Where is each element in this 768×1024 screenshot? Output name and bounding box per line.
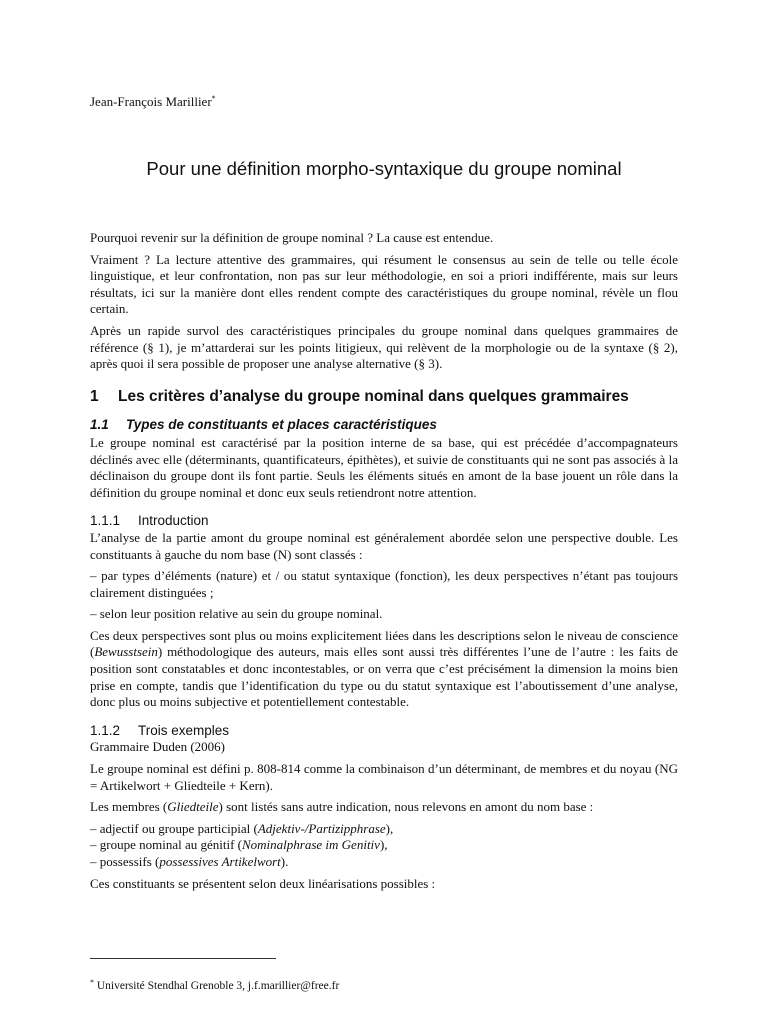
author-note-mark[interactable]: * (211, 94, 216, 103)
section-1-1-1-heading (90, 513, 678, 530)
section-1-1-2-paragraph-1: Le groupe nominal est défini p. 808-814 comme la combinaison d’un déterminant, de membres et du noyau (NG = Artikelwort + Gliedteile + Kern). (90, 761, 678, 793)
footnote-mark: * (90, 978, 94, 987)
section-number: 1.1 (90, 417, 109, 433)
section-1-1-heading (90, 417, 678, 434)
italic-term: Bewusstsein (94, 644, 158, 660)
text-run: ), (379, 837, 388, 853)
list-item (90, 821, 678, 838)
list-item: – par types d’éléments (nature) et / ou statut syntaxique (fonction), les deux perspectives n’étant pas toujours clairement distinguées ; (90, 568, 678, 600)
italic-term: possessives Artikelwort (159, 854, 281, 869)
footnote-divider (90, 958, 276, 959)
section-1-1-paragraph: Le groupe nominal est caractérisé par la position interne de sa base, qui est précédée d’accompagnateurs déclinés avec elle (déterminants, quantificateurs, épithètes), et suivie de constituants qui ne sont pas associés à la déclinaison du groupe dont ils font partie. Seuls les éléments situés en amont de la base jouent un rôle dans la définition du groupe nominal et donc eux seuls retiendront notre attention. (90, 434, 678, 500)
list-item: – selon leur position relative au sein du groupe nominal. (90, 606, 383, 622)
section-number: 1 (90, 387, 99, 405)
section-title: Types de constituants et places caractéristiques (126, 417, 437, 433)
section-number: 1.1.2 (90, 722, 121, 738)
section-1-heading (90, 389, 678, 406)
text-run: ) méthodologique des auteurs, mais elles sont aussi très différentes l’une de l’autre : les faits de position sont constatables et donc incontestables, or on verra que c’est précisément la dimension la moins bien prise en compte, tandis que l’identification du type ou du statut syntaxique est l’aboutissement d’une analyse, donc plus ou moins subjective et potentiellement contestable. (90, 644, 678, 710)
text-run: Ces deux perspectives sont plus ou moins explicitement liées dans les descriptions selon le niveau de conscience ( (90, 627, 678, 660)
section-title: Introduction (138, 513, 209, 529)
source-line: Grammaire Duden (2006) (90, 739, 226, 755)
author-line (90, 94, 216, 110)
list-item (90, 837, 678, 854)
intro-paragraph-1: Pourquoi revenir sur la définition de groupe nominal ? La cause est entendue. (90, 230, 494, 245)
section-1-1-1-paragraph-1: L’analyse de la partie amont du groupe nominal est généralement abordée selon une perspective double. Les constituants à gauche du nom base (N) sont classés : (90, 529, 678, 562)
intro-paragraph-3: Après un rapide survol des caractéristiques principales du groupe nominal dans quelques grammaires de référence (§ 1), je m’attarderai sur les points litigieux, qui relèvent de la morphologie ou de la syntaxe (§ 2), après quoi il sera possible de proposer une analyse alternative (§ 3). (90, 322, 678, 372)
section-1-1-1-paragraph-2 (90, 628, 678, 711)
footnote-text: Université Stendhal Grenoble 3, j.f.marillier@free.fr (96, 980, 340, 992)
section-title: Trois exemples (138, 722, 230, 738)
body-text (90, 230, 678, 897)
list-item (90, 854, 678, 871)
intro-paragraph-2: Vraiment ? La lecture attentive des grammaires, qui résument le consensus au sein de telle ou telle école linguistique, et leur confrontation, non pas sur leur méthodologie, en soi a priori indifférente, mais sur leurs résultats, ici sur la manière dont elles rendent compte des caractéristiques du groupe nominal, révèle un flou certain. (90, 251, 678, 317)
text-run: – adjectif ou groupe participial ( (90, 820, 258, 836)
italic-term: Nominalphrase im Genitiv (242, 837, 380, 853)
text-run: – groupe nominal au génitif ( (90, 837, 242, 853)
section-1-1-2-heading (90, 723, 678, 740)
section-title: Les critères d’analyse du groupe nominal dans quelques grammaires (118, 387, 629, 405)
italic-term: Gliedteile (167, 799, 219, 815)
text-run: ). (280, 854, 289, 869)
section-number: 1.1.1 (90, 513, 121, 529)
section-1-1-2-paragraph-3: Ces constituants se présentent selon deux linéarisations possibles : (90, 875, 436, 891)
paper-title: Pour une définition morpho-syntaxique du groupe nominal (146, 158, 622, 179)
footnote (90, 978, 339, 992)
italic-term: Adjektiv-/Partizipphrase (257, 820, 386, 836)
section-1-1-2-paragraph-2 (90, 799, 678, 816)
text-run: ) sont listés sans autre indication, nous relevons en amont du nom base : (218, 799, 594, 815)
text-run: – possessifs ( (90, 854, 160, 869)
text-run: Les membres ( (90, 799, 168, 815)
text-run: ), (385, 820, 394, 836)
author-name: Jean-François Marillier (90, 94, 212, 109)
